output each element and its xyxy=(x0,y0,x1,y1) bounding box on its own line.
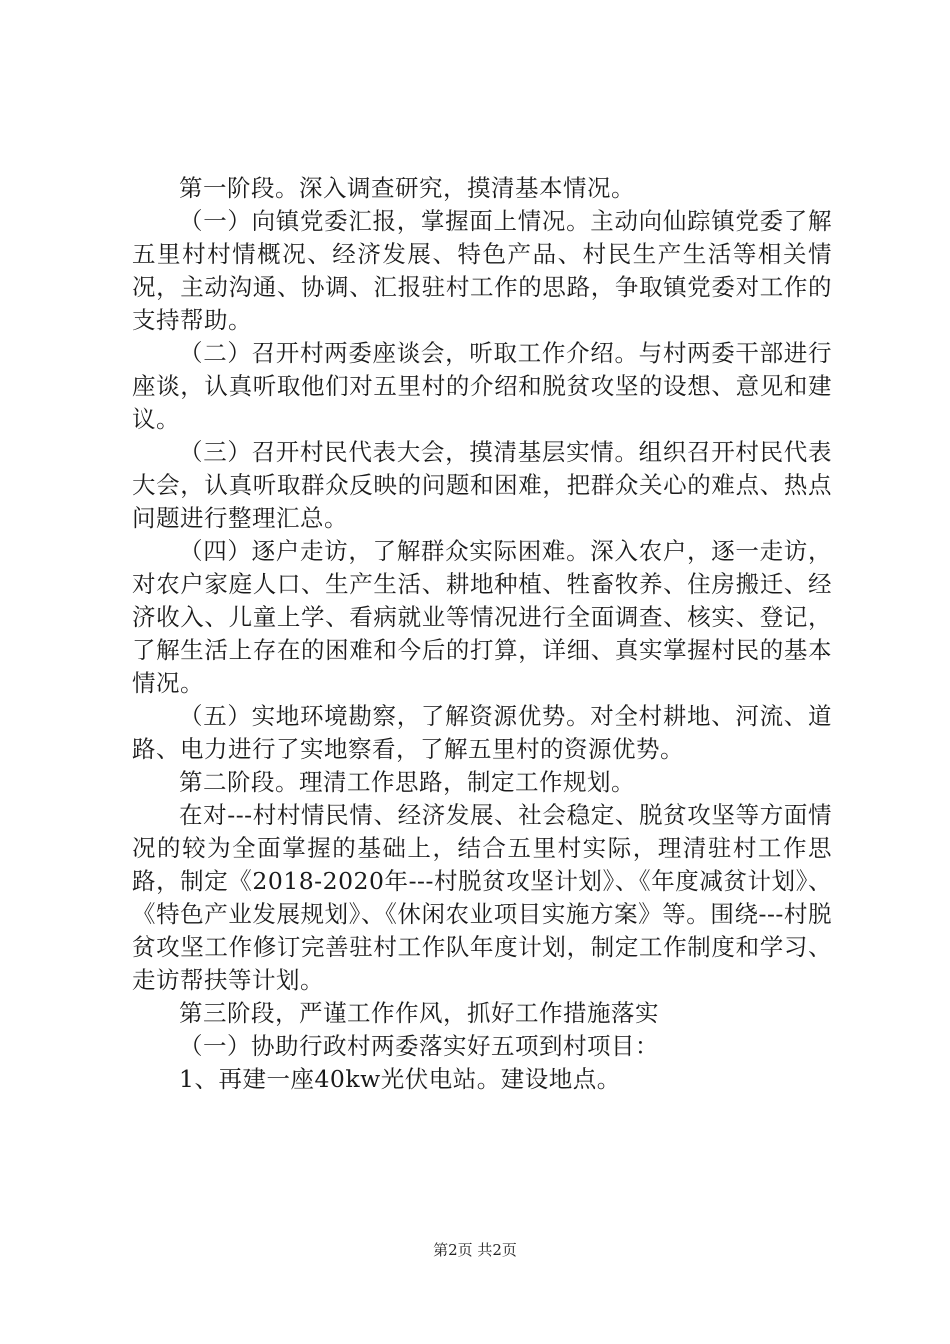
paragraph-work-plan: 在对---村村情民情、经济发展、社会稳定、脱贫攻坚等方面情况的较为全面掌握的基础上，结合五里村实际，理清驻村工作思路，制定《2018-2020年---村脱贫攻坚计划》、《年度减贫计划》、《特色产业发展规划》、《休闲农业项目实施方案》等。围绕---村脱贫攻坚工作修订完善驻村工作队年度计划，制定工作制度和学习、走访帮扶等计划。 xyxy=(132,801,832,994)
document-body xyxy=(132,172,832,1096)
paragraph-stage-one-heading: 第一阶段。深入调查研究，摸清基本情况。 xyxy=(179,174,635,202)
page-footer: 第2页 共2页 xyxy=(433,1241,517,1259)
paragraph-household-visits: （四）逐户走访，了解群众实际困难。深入农户，逐一走访，对农户家庭人口、生产生活、耕地种植、牲畜牧养、住房搬迁、经济收入、儿童上学、看病就业等情况进行全面调查、核实、登记，了解生活上存在的困难和今后的打算，详细、真实掌握村民的基本情况。 xyxy=(132,537,832,697)
paragraph-five-projects: （一）协助行政村两委落实好五项到村项目： xyxy=(179,1032,659,1060)
paragraph-villager-representatives: （三）召开村民代表大会，摸清基层实情。组织召开村民代表大会，认真听取群众反映的问题和困难，把群众关心的难点、热点问题进行整理汇总。 xyxy=(132,438,832,532)
paragraph-solar-station: 1、再建一座40kw光伏电站。建设地点。 xyxy=(179,1065,621,1093)
paragraph-village-committee-meeting: （二）召开村两委座谈会，听取工作介绍。与村两委干部进行座谈，认真听取他们对五里村的介绍和脱贫攻坚的设想、意见和建议。 xyxy=(132,339,832,433)
paragraph-stage-three-heading: 第三阶段，严谨工作作风，抓好工作措施落实 xyxy=(179,999,659,1027)
paragraph-site-survey: （五）实地环境勘察，了解资源优势。对全村耕地、河流、道路、电力进行了实地察看，了解五里村的资源优势。 xyxy=(132,702,832,763)
paragraph-stage-two-heading: 第二阶段。理清工作思路，制定工作规划。 xyxy=(179,768,635,796)
paragraph-report-to-town: （一）向镇党委汇报，掌握面上情况。主动向仙踪镇党委了解五里村村情概况、经济发展、特色产品、村民生产生活等相关情况，主动沟通、协调、汇报驻村工作的思路，争取镇党委对工作的支持帮助。 xyxy=(132,207,832,334)
